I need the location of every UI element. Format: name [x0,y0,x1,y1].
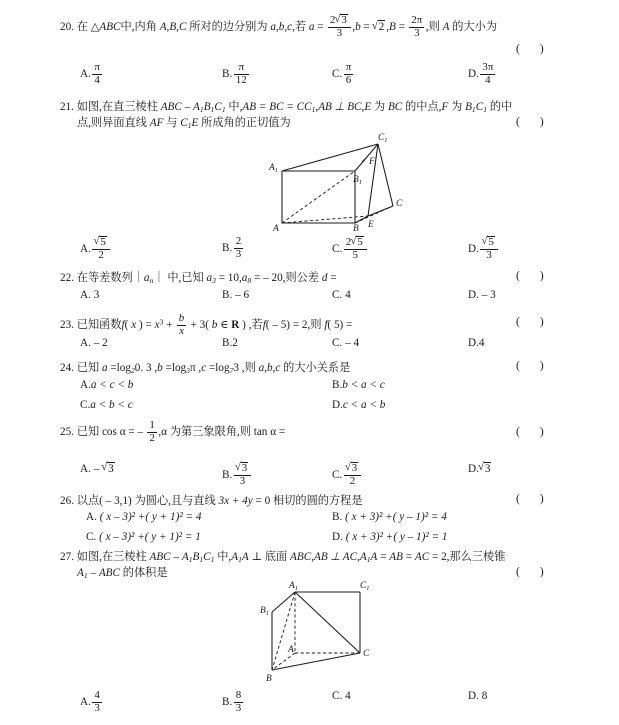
question-26-number: 26. [60,495,74,507]
q24-t2: 的大小关系是 [280,362,351,374]
q26-line-eq: 3x + 4y [218,495,253,507]
q22-option-d[interactable]: D. – 3 [468,289,496,301]
question-21-number: 21. [60,101,74,113]
q23-answer-bracket[interactable]: ( ) [516,316,544,328]
q22-d: d [321,272,328,284]
q26-answer-bracket[interactable]: ( ) [516,493,544,505]
q21-t2: 中, [225,101,243,113]
q22-t4: = – 20,则公差 [251,272,322,284]
question-25-options [60,462,580,488]
q27-t8: = 2,那么三棱锥 [429,551,506,563]
vertex-label-C: C [363,649,370,659]
q25-cos: cos [101,426,117,439]
q23-t2: ( [124,319,132,332]
q20-var-a: a [308,21,315,34]
question-26-stem [60,493,560,509]
question-21-options [60,236,580,262]
q22-answer-bracket[interactable]: ( ) [516,270,544,282]
q23-f3: f [324,319,328,332]
vertex-label-B1: $B_1$ [353,175,362,186]
q23-t6: ∈ [217,319,232,332]
q21-t5: 为 [371,101,388,113]
vertex-label-F: F [369,157,375,167]
q27-t4: , [311,551,314,563]
question-20-number: 20. [60,21,74,34]
question-27-stem-line1: 27. 如图,在三棱柱 ABC – $A_1B_1C_1$ 中$,A_1A$ ⊥ 底面 ABC,AB ⊥ $AC,A_1A$ = AB = AC = 2,那么三棱锥 [60,551,506,565]
question-20-options [60,62,580,88]
q27-dash2: – [87,567,99,580]
q21-C1b: C [475,101,484,113]
q27-perp1: ⊥ [248,551,265,563]
q24-log2: =log [162,362,187,374]
q26-option-d[interactable]: D. ( x + 3)² +( y – 1)² = 1 [332,531,448,543]
q25-alpha2: α [161,426,168,439]
q25-t2: , [158,426,162,439]
q22-a3: a [206,272,213,284]
q20-ans-var: A [442,21,450,34]
q24-log3: =log [206,362,230,374]
q20-text-5: , [352,21,356,34]
q21-AF: AF [149,117,164,130]
q21-eq1: AB = BC = CC [242,101,312,113]
question-23-options [60,337,580,355]
question-24 [60,360,560,376]
question-25-stem [60,420,560,445]
question-25 [60,420,560,445]
q21-C1c: C [180,117,188,130]
q22-t1: 在等差数列｜ [76,272,144,284]
q24-c: c [201,362,207,374]
vertex-label-A: A [273,224,279,232]
question-25-number: 25. [60,426,74,439]
q20-text-4: ,若 [292,21,309,34]
q21-b1: B [203,101,211,113]
q22-seq: a [143,272,150,284]
vertex-label-E: E [368,220,374,230]
q27-A: A [241,551,249,563]
vertex-label-C: C [396,199,403,209]
q26-t2: = 0 相切的圆的方程是 [252,495,363,507]
q27-B1: B [192,551,200,563]
q24-v3: 3 ,则 [233,362,259,374]
q21-c1: C [214,101,222,113]
q27-A2: A [370,551,378,563]
question-20 [60,14,560,40]
q22-option-c[interactable]: C. 4 [332,289,351,301]
q22-option-b[interactable]: B. – 6 [222,289,250,301]
q27-base: ABC [290,551,312,563]
q25-alpha3: α [267,426,279,439]
q24-answer-bracket[interactable]: ( ) [516,360,544,372]
question-24-number: 24. [60,362,74,374]
q20-b-sqrt: √ 2 [373,19,387,35]
question-23-number: 23. [60,319,74,332]
q23-t1: 已知函数 [76,319,122,332]
q21-t8: 的中 [487,101,513,113]
q24-v2: π , [189,362,202,374]
q20-option-b[interactable]: B. $\frac{\pi}{12}$ [222,61,247,86]
q21-option-c[interactable]: C. $\frac{2 √ 5}{5}$ [332,236,368,262]
vertex-label-B1: $B_1$ [260,606,269,617]
q25-eq: = – [128,426,146,439]
q27-dash: – [170,551,182,563]
q21-option-a[interactable]: A. √ $\frac{5}{2}$ [80,236,111,262]
question-26-options [60,511,580,551]
q25-t4: = [278,426,286,439]
q21-t6: 的中点, [402,101,442,113]
q24-v1: 0. 3 , [134,362,158,374]
question-23 [60,313,560,338]
q21-E: E [364,101,372,113]
q24-b: b [157,362,163,374]
q23-option-b[interactable]: B.2 [222,337,238,349]
q23-x: x [131,319,137,332]
q20-option-a[interactable]: A. $\frac{\pi}{4}$ [80,61,100,86]
question-22-stem: 22. 在等差数列$|a_n|$ 中,已知 $a_3 = 10,a_8$ = – 20,则公差 d = [60,272,337,286]
q27-option-a[interactable]: A. $\frac{4}{3}$ [80,689,100,714]
vertex-label-A1: $A_1$ [289,581,298,592]
q27-answer-bracket[interactable]: ( ) [516,566,544,578]
q20-triangle-abc: ABC [99,21,121,34]
question-20-stem: 20. 在 △ABC中,内角 A,B,C 所对的边分别为 a,b,c,若 a = $\frac{2 √ 3}{3}$ ,b = √ 2 ,B = $\frac{2\pi}{3}$ ,则 A 的大小为 [60,14,560,40]
q21-Eb: E [191,117,199,130]
q21-BC: BC [387,101,403,113]
question-24-stem: 24. 已知 $a =\log_20$. 3 $,b =\log_3\pi$ $,c =\log_73$ ,则 a,b,c 的大小关系是 [60,362,351,376]
q27-t7: = [402,551,415,563]
q20-var-B: B [389,21,396,34]
question-22-number: 22. [60,272,74,284]
q21-option-d[interactable]: D. √ $\frac{5}{3}$ [468,236,499,262]
q25-alpha1: α [116,426,129,439]
q20-angles: A,B,C [159,21,187,34]
q24-t1: 已知 [76,362,102,374]
q22-t3: = 10, [215,272,242,284]
q21-t9: 点,则异面直线 [77,117,150,130]
q22-t2: ｜ 中,已知 [153,272,207,284]
vertex-label-A1: $A_1$ [269,163,278,174]
q21-t4: , [361,101,365,113]
q27-t2: 中, [214,551,232,563]
q21-perp: AB ⊥ BC [318,101,362,113]
q23-x3: x [154,319,160,332]
question-22-options [60,289,580,307]
q27-t9: 的体积是 [119,567,168,580]
q22-t5: = [327,272,337,284]
q20-sides: a,b,c [270,21,293,34]
q23-t8: ( – 5) = 2,则 [265,319,325,332]
q20-option-d[interactable]: D. $\frac{3\pi}{4}$ [468,61,494,86]
q22-option-a[interactable]: A. 3 [80,289,100,301]
q21-t11: 所成角的正切值为 [198,117,291,130]
q20-eq-1: = [317,21,324,34]
q20-var-b: b [355,21,361,34]
q24-log1: =log [107,362,131,374]
q24-option-b[interactable]: B.b < a < c [332,379,385,391]
question-21-stem-line1: 21. 如图,在直三棱柱 ABC – $A_1B_1C_1$ 中,AB = BC = $CC_1,AB$ ⊥ BC,E 为 BC 的中点,F 为 $B_1C_1$ 的中 [60,101,513,115]
q26-option-c[interactable]: C. ( x – 3)² +( y + 1)² = 1 [86,531,201,543]
q27-A1b: A [77,567,84,580]
q21-prism-abc: ABC [160,101,182,113]
vertex-label-C1: $C_1$ [378,133,388,144]
q21-t7: 为 [448,101,466,113]
question-22 [60,270,560,286]
q27-option-d[interactable]: D. 8 [468,690,488,702]
q23-option-d[interactable]: D.4 [468,337,485,349]
q27-abc: ABC [149,551,171,563]
q23-t4: + [163,319,176,332]
vertex-label-B: B [266,674,272,684]
q25-answer-bracket[interactable]: ( ) [516,426,544,438]
question-27-number: 27. [60,551,74,563]
q20-text-3: 所对的边分别为 [186,21,271,34]
q21-F: F [441,101,449,113]
q20-text-8: 的大小为 [449,21,498,34]
q23-t5: + 3( [187,319,212,332]
q25-tan: tan [253,426,268,439]
q27-t3: 底面 [264,551,291,563]
q27-option-b[interactable]: B. $\frac{8}{3}$ [222,689,242,714]
q26-t1: 以点( – 3,1) 为圆心,且与直线 [76,495,219,507]
q20-frac-a [328,14,351,40]
q25-option-b[interactable]: B. √ $\frac{3}{3}$ [222,462,253,488]
q27-t6: = [377,551,390,563]
vertex-label-C1: $C_1$ [360,581,370,592]
q20-text-7: ,则 [425,21,443,34]
q20-answer-bracket[interactable]: ( ) [516,43,544,55]
q23-option-a[interactable]: A. – 2 [80,337,108,349]
q27-t5: , [357,551,360,563]
q27-AB: AB [389,551,403,563]
q27-AC: AC [414,551,430,563]
q23-f2: f [262,319,266,332]
q24-option-a[interactable]: A.a < c < b [80,379,134,391]
q21-answer-bracket[interactable]: ( ) [516,116,544,128]
q21-t10: 与 [163,117,181,130]
q21-option-b[interactable]: B. $\frac{2}{3}$ [222,235,242,260]
q24-option-d[interactable]: D.c < a < b [332,399,386,411]
q23-t9: ( 5) = [327,319,353,332]
q21-B1b: B [465,101,472,113]
q23-frac-bx: $\frac{b}{x}$ [178,312,185,337]
q27-abc2: ABC [98,567,120,580]
q25-t3: 为第三象限角,则 [167,426,254,439]
q27-abac: AB ⊥ AC [313,551,358,563]
q27-A1A2: A [359,551,367,563]
q20-text-1: 在 △ [76,21,100,34]
q27-t1: 如图,在三棱柱 [76,551,150,563]
q20-a-coef: 2 [329,14,336,26]
question-21 [60,99,560,131]
q22-a8: a [241,272,248,284]
q25-option-c[interactable]: C. √ $\frac{3}{2}$ [332,462,363,488]
question-23-stem: 23. 已知函数f( x ) = $x^3$ + $\frac{b}{x}$ + 3( b ∈ R ) ,若f( – 5) = 2,则 f( 5) = [60,312,353,337]
q25-frac-half: $\frac{1}{2}$ [149,419,155,444]
q23-t7: ) ,若 [239,319,263,332]
q25-option-a[interactable]: A. – √ 3 [80,462,116,475]
question-27-figure [240,575,415,685]
q27-A1A: A [231,551,239,563]
question-26 [60,493,560,509]
vertex-label-A: A [288,645,294,655]
question-24-options [60,379,580,419]
q20-frac-B: $\frac{2\pi}{3}$ [411,14,423,39]
q21-dash: – [181,101,194,113]
q23-b: b [211,319,218,332]
q24-abc: a,b,c [258,362,281,374]
question-21-figure [250,128,430,232]
q25-t1: 已知 [76,426,102,439]
question-21-stem-line2: 点,则异面直线 AF 与 $C_1E$ 所成角的正切值为 [77,117,291,131]
q21-t1: 如图,在直三棱柱 [76,101,161,113]
q20-option-c[interactable]: C. $\frac{\pi}{6}$ [332,61,352,86]
q21-a1: A [193,101,200,113]
q24-option-c[interactable]: C.a < b < c [80,399,133,411]
q20-text-2: 中,内角 [120,21,160,34]
vertex-label-B: B [353,224,359,232]
q20-a-den: 3 [336,26,343,39]
q23-t3: ) = [136,319,155,332]
q25-option-d[interactable]: D. √ 3 [468,462,492,475]
q23-option-c[interactable]: C. – 4 [332,337,360,349]
q27-A1: A [181,551,189,563]
q24-a: a [101,362,108,374]
q26-option-a[interactable]: A. ( x – 3)² +( y + 1)² = 4 [86,511,202,523]
q20-a-root: 3 [341,14,347,26]
q27-option-c[interactable]: C. 4 [332,690,351,702]
question-27-options [60,690,580,716]
q20-text-6: , [386,21,390,34]
q26-option-b[interactable]: B. ( x + 3)² +( y – 1)² = 4 [332,511,447,523]
q23-f: f [121,319,125,332]
q27-C1: C [203,551,211,563]
question-27-stem-line2: $A_1$ – ABC 的体积是 [77,567,168,581]
q23-R: R [231,319,240,332]
q21-t3: , [315,101,319,113]
